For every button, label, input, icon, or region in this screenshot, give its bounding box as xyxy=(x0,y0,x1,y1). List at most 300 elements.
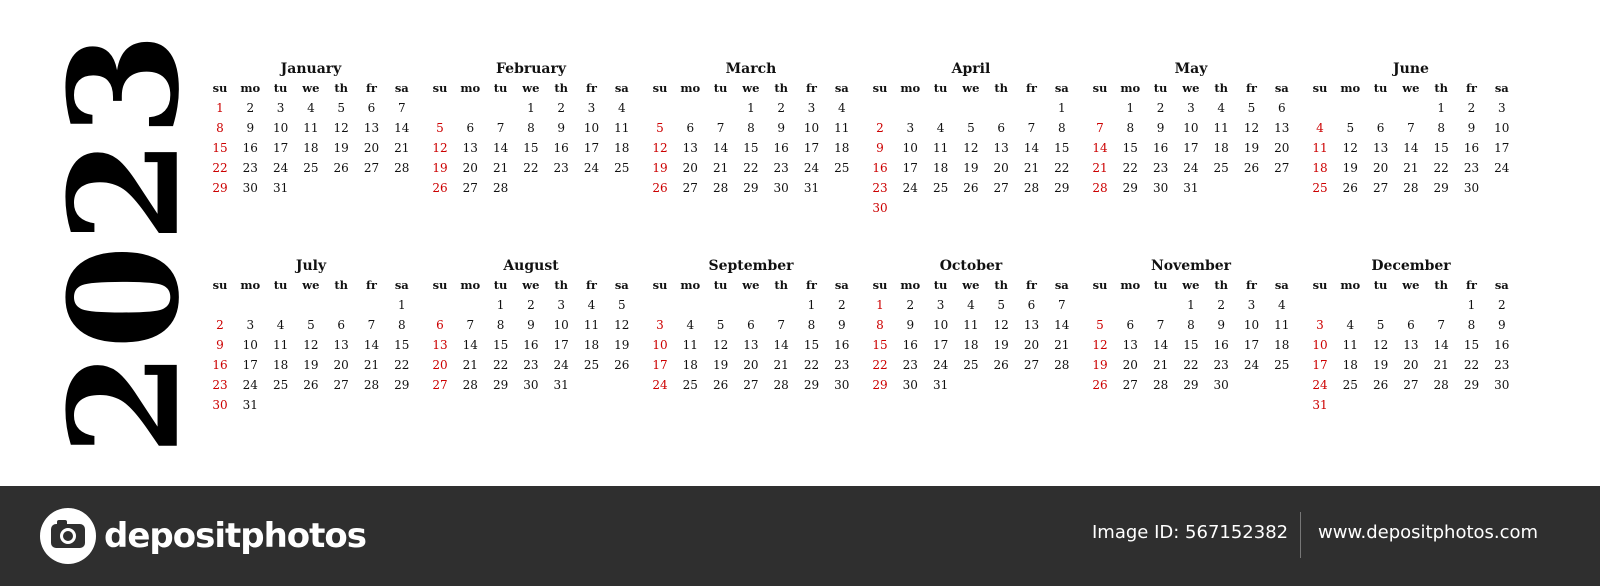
day-cell: 10 xyxy=(1494,121,1510,135)
weekday-header: th xyxy=(554,81,569,95)
weekday-header: su xyxy=(1092,278,1108,292)
day-cell: 29 xyxy=(803,378,820,392)
day-cell-sunday: 9 xyxy=(876,141,884,155)
weekday-header: tu xyxy=(1373,278,1388,292)
image-id: Image ID: 567152382 xyxy=(1092,522,1289,543)
weekday-header: tu xyxy=(933,81,948,95)
weekday-header: th xyxy=(774,278,789,292)
day-cell: 22 xyxy=(743,161,759,175)
day-cell: 28 xyxy=(1023,181,1040,195)
month-january xyxy=(205,60,417,195)
day-cell: 30 xyxy=(1152,181,1169,195)
day-cell: 15 xyxy=(1054,141,1070,155)
day-cell: 26 xyxy=(1372,378,1389,392)
day-cell: 1 xyxy=(1187,298,1195,312)
day-cell: 11 xyxy=(614,121,630,135)
day-cell: 11 xyxy=(1213,121,1229,135)
day-cell: 28 xyxy=(492,181,509,195)
month-name: December xyxy=(1371,258,1451,274)
day-cell: 27 xyxy=(682,181,698,195)
day-cell: 14 xyxy=(1433,338,1449,352)
day-cell: 20 xyxy=(1023,338,1040,352)
day-cell: 4 xyxy=(936,121,945,135)
day-cell: 29 xyxy=(1122,181,1138,195)
day-cell: 11 xyxy=(1274,318,1290,332)
day-cell: 2 xyxy=(557,101,565,115)
day-cell: 11 xyxy=(303,121,319,135)
weekday-header: tu xyxy=(1153,81,1168,95)
month-august xyxy=(425,257,637,392)
day-cell: 26 xyxy=(963,181,979,195)
day-cell: 25 xyxy=(1342,378,1358,392)
brand-name: depositphotos xyxy=(104,516,366,556)
day-cell: 1 xyxy=(496,298,505,312)
day-cell-sunday: 20 xyxy=(432,358,448,372)
day-cell: 14 xyxy=(1023,141,1040,155)
day-cell-sunday: 12 xyxy=(432,141,448,155)
day-cell-sunday: 17 xyxy=(652,358,668,372)
day-cell: 28 xyxy=(394,161,410,175)
day-cell: 19 xyxy=(993,338,1009,352)
weekday-header: th xyxy=(1434,278,1449,292)
day-cell-sunday: 12 xyxy=(652,141,668,155)
day-cell: 22 xyxy=(492,358,509,372)
day-cell-sunday: 16 xyxy=(872,161,888,175)
day-cell: 13 xyxy=(743,338,759,352)
weekday-header: tu xyxy=(1153,278,1168,292)
day-cell: 5 xyxy=(617,298,626,312)
day-cell-sunday: 3 xyxy=(656,318,664,332)
weekday-header: fr xyxy=(805,81,817,95)
day-cell: 15 xyxy=(743,141,759,155)
day-cell: 20 xyxy=(1372,161,1389,175)
weekday-header: mo xyxy=(460,278,481,292)
day-cell: 9 xyxy=(527,318,535,332)
day-cell: 23 xyxy=(834,358,850,372)
weekday-header: we xyxy=(302,81,320,95)
day-cell: 18 xyxy=(932,161,949,175)
weekday-header: mo xyxy=(1340,81,1361,95)
weekday-header: mo xyxy=(240,278,261,292)
day-cell: 27 xyxy=(993,181,1009,195)
day-cell: 9 xyxy=(246,121,255,135)
day-cell-sunday: 28 xyxy=(1092,181,1108,195)
month-march xyxy=(645,60,857,195)
day-cell: 4 xyxy=(307,101,315,115)
day-cell: 10 xyxy=(803,121,820,135)
day-cell: 28 xyxy=(712,181,729,195)
day-cell: 3 xyxy=(1187,101,1195,115)
day-cell: 4 xyxy=(1277,298,1286,312)
day-cell-sunday: 26 xyxy=(652,181,668,195)
day-cell: 26 xyxy=(1243,161,1260,175)
day-cell: 14 xyxy=(462,338,478,352)
day-cell: 27 xyxy=(1372,181,1389,195)
month-june xyxy=(1305,60,1517,195)
month-name: October xyxy=(939,258,1003,274)
weekday-header: we xyxy=(962,81,980,95)
day-cell-sunday: 13 xyxy=(432,338,448,352)
day-cell: 28 xyxy=(773,378,789,392)
day-cell: 29 xyxy=(492,378,509,392)
day-cell: 23 xyxy=(553,161,569,175)
weekday-header: fr xyxy=(365,81,377,95)
day-cell: 31 xyxy=(272,181,289,195)
day-cell: 6 xyxy=(466,121,475,135)
weekday-header: mo xyxy=(1120,81,1141,95)
day-cell-sunday: 11 xyxy=(1312,141,1328,155)
day-cell: 25 xyxy=(932,181,949,195)
day-cell-sunday: 30 xyxy=(212,398,228,412)
day-cell-sunday: 14 xyxy=(1092,141,1108,155)
day-cell-sunday: 19 xyxy=(432,161,448,175)
day-cell: 9 xyxy=(1497,318,1506,332)
day-cell-sunday: 5 xyxy=(1096,318,1104,332)
day-cell: 5 xyxy=(1247,101,1256,115)
day-cell: 27 xyxy=(462,181,478,195)
day-cell: 15 xyxy=(394,338,410,352)
day-cell: 28 xyxy=(1054,358,1070,372)
day-cell: 15 xyxy=(523,141,539,155)
day-cell: 6 xyxy=(997,121,1005,135)
month-name: February xyxy=(495,61,566,77)
day-cell: 20 xyxy=(363,141,380,155)
weekday-header: su xyxy=(872,81,888,95)
day-cell: 16 xyxy=(773,141,789,155)
day-cell: 1 xyxy=(527,101,535,115)
day-cell-sunday: 10 xyxy=(1312,338,1328,352)
weekday-header: mo xyxy=(1340,278,1361,292)
day-cell: 21 xyxy=(1152,358,1169,372)
day-cell: 16 xyxy=(553,141,569,155)
day-cell: 1 xyxy=(1126,101,1135,115)
month-december xyxy=(1305,257,1517,412)
day-cell: 21 xyxy=(1433,358,1449,372)
weekday-header: fr xyxy=(1465,278,1477,292)
day-cell-sunday: 22 xyxy=(212,161,228,175)
weekday-header: fr xyxy=(1025,278,1037,292)
weekday-header: th xyxy=(1214,278,1229,292)
day-cell: 18 xyxy=(682,358,698,372)
day-cell: 1 xyxy=(807,298,816,312)
day-cell: 7 xyxy=(1057,298,1066,312)
day-cell-sunday: 26 xyxy=(1092,378,1108,392)
day-cell: 12 xyxy=(1243,121,1260,135)
weekday-header: we xyxy=(1182,278,1200,292)
day-cell: 8 xyxy=(1187,318,1195,332)
day-cell: 14 xyxy=(1054,318,1070,332)
day-cell: 7 xyxy=(397,101,406,115)
weekday-header: su xyxy=(432,278,448,292)
day-cell: 6 xyxy=(337,318,345,332)
day-cell-sunday: 2 xyxy=(876,121,884,135)
day-cell: 30 xyxy=(242,181,258,195)
day-cell: 3 xyxy=(936,298,945,312)
weekday-header: tu xyxy=(493,81,508,95)
weekday-header: th xyxy=(994,278,1009,292)
weekday-header: su xyxy=(872,278,888,292)
weekday-header: sa xyxy=(1054,278,1069,292)
day-cell: 19 xyxy=(1243,141,1260,155)
day-cell: 5 xyxy=(1376,318,1385,332)
day-cell-sunday: 2 xyxy=(216,318,224,332)
day-cell-sunday: 1 xyxy=(876,298,884,312)
day-cell: 4 xyxy=(967,298,975,312)
day-cell: 28 xyxy=(1152,378,1169,392)
day-cell: 7 xyxy=(1437,318,1445,332)
day-cell: 2 xyxy=(1467,101,1476,115)
day-cell-sunday: 26 xyxy=(432,181,448,195)
day-cell: 17 xyxy=(1243,338,1260,352)
day-cell: 10 xyxy=(1243,318,1260,332)
day-cell: 20 xyxy=(743,358,759,372)
day-cell: 13 xyxy=(1023,318,1040,332)
day-cell: 25 xyxy=(303,161,319,175)
day-cell: 11 xyxy=(682,338,698,352)
day-cell-sunday: 21 xyxy=(1092,161,1108,175)
weekday-header: tu xyxy=(713,81,728,95)
day-cell: 26 xyxy=(333,161,349,175)
day-cell: 25 xyxy=(272,378,289,392)
day-cell: 21 xyxy=(1403,161,1419,175)
day-cell: 27 xyxy=(333,378,349,392)
day-cell: 24 xyxy=(583,161,600,175)
day-cell: 9 xyxy=(777,121,785,135)
month-september xyxy=(645,257,857,392)
day-cell: 11 xyxy=(834,121,850,135)
day-cell: 6 xyxy=(686,121,695,135)
day-cell: 4 xyxy=(587,298,596,312)
day-cell: 24 xyxy=(272,161,289,175)
day-cell: 15 xyxy=(492,338,509,352)
day-cell: 13 xyxy=(1403,338,1419,352)
month-july xyxy=(205,257,417,412)
day-cell: 23 xyxy=(1494,358,1510,372)
day-cell: 5 xyxy=(1346,121,1355,135)
day-cell: 22 xyxy=(394,358,410,372)
day-cell: 12 xyxy=(303,338,319,352)
day-cell: 29 xyxy=(1054,181,1070,195)
site-url: www.depositphotos.com xyxy=(1318,522,1539,543)
day-cell: 30 xyxy=(1463,181,1480,195)
day-cell: 30 xyxy=(1213,378,1229,392)
day-cell: 5 xyxy=(967,121,975,135)
weekday-header: mo xyxy=(1120,278,1141,292)
weekday-header: we xyxy=(302,278,320,292)
day-cell: 3 xyxy=(1247,298,1256,312)
day-cell: 30 xyxy=(773,181,789,195)
weekday-header: sa xyxy=(1274,278,1289,292)
day-cell: 24 xyxy=(803,161,820,175)
day-cell: 26 xyxy=(993,358,1009,372)
day-cell: 16 xyxy=(1213,338,1229,352)
weekday-header: fr xyxy=(1245,278,1257,292)
day-cell: 2 xyxy=(1497,298,1506,312)
day-cell: 22 xyxy=(1433,161,1449,175)
day-cell: 26 xyxy=(712,378,729,392)
weekday-header: sa xyxy=(614,278,629,292)
day-cell: 21 xyxy=(363,358,380,372)
day-cell: 19 xyxy=(333,141,349,155)
weekday-header: mo xyxy=(240,81,261,95)
day-cell: 4 xyxy=(276,318,285,332)
day-cell: 29 xyxy=(743,181,759,195)
weekday-header: fr xyxy=(1465,81,1477,95)
day-cell: 3 xyxy=(587,101,596,115)
day-cell: 9 xyxy=(1217,318,1225,332)
day-cell: 21 xyxy=(492,161,509,175)
day-cell-sunday: 18 xyxy=(1312,161,1328,175)
day-cell: 19 xyxy=(712,358,729,372)
day-cell: 15 xyxy=(1463,338,1480,352)
day-cell: 14 xyxy=(492,141,509,155)
day-cell-sunday: 3 xyxy=(1316,318,1324,332)
day-cell: 30 xyxy=(1494,378,1510,392)
day-cell: 17 xyxy=(1183,141,1199,155)
day-cell: 2 xyxy=(527,298,535,312)
day-cell: 23 xyxy=(1152,161,1169,175)
day-cell: 4 xyxy=(686,318,695,332)
day-cell-sunday: 9 xyxy=(216,338,224,352)
day-cell: 21 xyxy=(1023,161,1040,175)
day-cell-sunday: 10 xyxy=(652,338,668,352)
weekday-header: su xyxy=(212,278,228,292)
day-cell: 21 xyxy=(773,358,789,372)
day-cell: 19 xyxy=(963,161,979,175)
day-cell: 7 xyxy=(716,121,725,135)
month-name: November xyxy=(1150,258,1232,274)
day-cell: 25 xyxy=(1213,161,1229,175)
day-cell: 15 xyxy=(803,338,820,352)
weekday-header: th xyxy=(1434,81,1449,95)
day-cell: 5 xyxy=(997,298,1005,312)
weekday-header: we xyxy=(1182,81,1200,95)
day-cell: 10 xyxy=(932,318,949,332)
depositphotos-logo xyxy=(40,508,366,564)
day-cell: 18 xyxy=(963,338,979,352)
day-cell: 5 xyxy=(307,318,315,332)
day-cell: 30 xyxy=(834,378,850,392)
month-october xyxy=(865,257,1077,392)
day-cell: 13 xyxy=(1372,141,1389,155)
day-cell: 30 xyxy=(902,378,918,392)
day-cell: 8 xyxy=(1437,121,1445,135)
day-cell: 11 xyxy=(932,141,949,155)
weekday-header: we xyxy=(522,81,540,95)
day-cell: 17 xyxy=(1494,141,1510,155)
day-cell: 4 xyxy=(1217,101,1225,115)
day-cell: 8 xyxy=(397,318,406,332)
weekday-header: su xyxy=(652,81,668,95)
day-cell: 17 xyxy=(272,141,289,155)
day-cell: 14 xyxy=(712,141,729,155)
month-november xyxy=(1085,257,1297,392)
day-cell: 12 xyxy=(614,318,630,332)
weekday-header: tu xyxy=(713,278,728,292)
day-cell: 29 xyxy=(1463,378,1480,392)
month-february xyxy=(425,60,637,195)
day-cell: 28 xyxy=(363,378,380,392)
day-cell: 24 xyxy=(242,378,258,392)
day-cell: 7 xyxy=(1027,121,1036,135)
day-cell: 2 xyxy=(1156,101,1165,115)
day-cell-sunday: 5 xyxy=(656,121,664,135)
day-cell: 13 xyxy=(462,141,478,155)
day-cell: 27 xyxy=(1023,358,1040,372)
day-cell: 8 xyxy=(1467,318,1476,332)
day-cell: 22 xyxy=(1122,161,1138,175)
day-cell: 23 xyxy=(523,358,539,372)
day-cell-sunday: 15 xyxy=(212,141,228,155)
day-cell: 21 xyxy=(462,358,478,372)
day-cell: 21 xyxy=(1054,338,1070,352)
day-cell: 13 xyxy=(682,141,698,155)
day-cell: 10 xyxy=(1183,121,1199,135)
day-cell: 20 xyxy=(1122,358,1138,372)
day-cell: 9 xyxy=(837,318,846,332)
weekday-header: mo xyxy=(900,278,921,292)
day-cell: 17 xyxy=(553,338,569,352)
day-cell: 18 xyxy=(583,338,600,352)
day-cell: 2 xyxy=(837,298,846,312)
day-cell: 9 xyxy=(906,318,915,332)
day-cell: 31 xyxy=(242,398,258,412)
day-cell-sunday: 17 xyxy=(1312,358,1328,372)
weekday-header: th xyxy=(1214,81,1229,95)
day-cell: 17 xyxy=(932,338,949,352)
day-cell: 24 xyxy=(1183,161,1199,175)
day-cell: 12 xyxy=(1372,338,1389,352)
day-cell-sunday: 24 xyxy=(652,378,668,392)
day-cell-sunday: 7 xyxy=(1096,121,1104,135)
day-cell: 16 xyxy=(1494,338,1510,352)
weekday-header: fr xyxy=(1025,81,1037,95)
day-cell: 23 xyxy=(1463,161,1480,175)
weekday-header: sa xyxy=(834,278,849,292)
day-cell: 8 xyxy=(747,121,755,135)
day-cell: 22 xyxy=(1463,358,1480,372)
day-cell: 18 xyxy=(834,141,850,155)
weekday-header: su xyxy=(1312,278,1328,292)
weekday-header: sa xyxy=(394,278,409,292)
day-cell: 25 xyxy=(583,358,600,372)
weekday-header: mo xyxy=(900,81,921,95)
day-cell: 25 xyxy=(834,161,850,175)
weekday-header: fr xyxy=(585,81,597,95)
day-cell: 11 xyxy=(1342,338,1358,352)
day-cell: 8 xyxy=(1126,121,1135,135)
day-cell: 8 xyxy=(1057,121,1066,135)
weekday-header: sa xyxy=(394,81,409,95)
day-cell: 6 xyxy=(1126,318,1135,332)
weekday-header: th xyxy=(994,81,1009,95)
day-cell: 20 xyxy=(993,161,1009,175)
weekday-header: mo xyxy=(680,81,701,95)
day-cell: 16 xyxy=(523,338,539,352)
day-cell: 16 xyxy=(834,338,850,352)
weekday-header: sa xyxy=(614,81,629,95)
day-cell: 15 xyxy=(1183,338,1199,352)
day-cell: 31 xyxy=(803,181,820,195)
weekday-header: fr xyxy=(365,278,377,292)
footer-divider xyxy=(1300,512,1301,558)
weekday-header: th xyxy=(774,81,789,95)
day-cell: 5 xyxy=(337,101,345,115)
day-cell: 4 xyxy=(837,101,846,115)
day-cell-sunday: 8 xyxy=(216,121,224,135)
day-cell: 8 xyxy=(807,318,816,332)
day-cell: 28 xyxy=(462,378,478,392)
